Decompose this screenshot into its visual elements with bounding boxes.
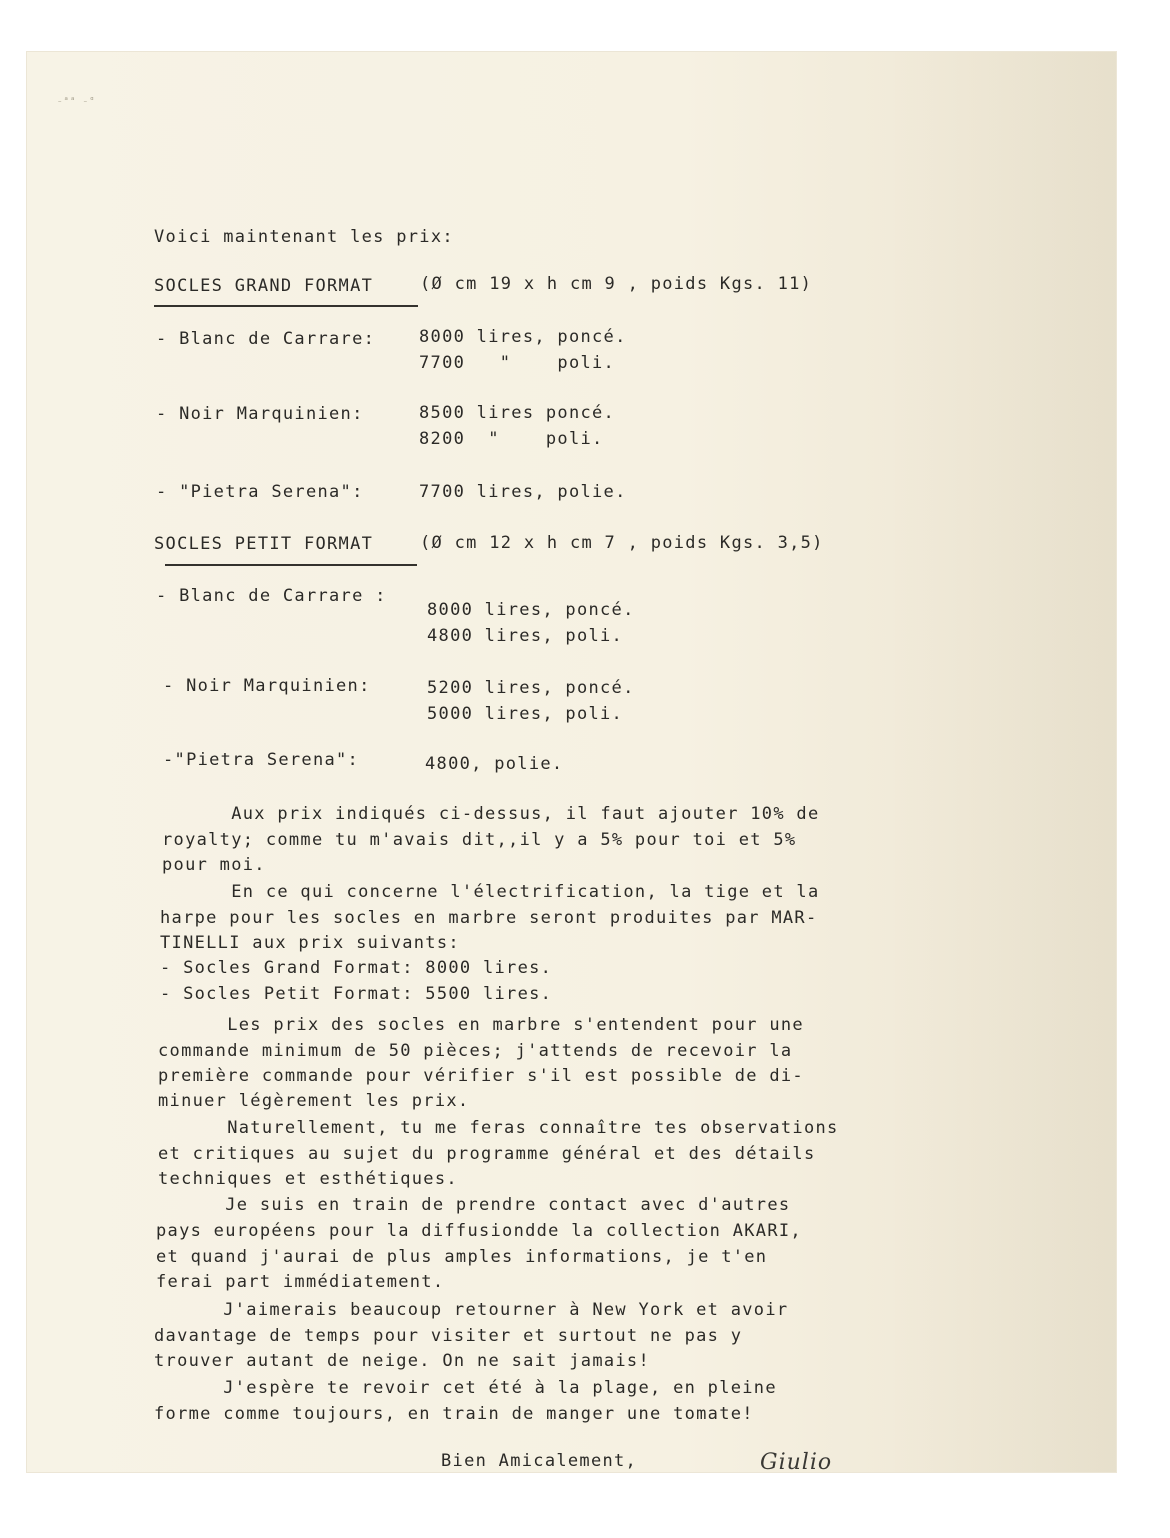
grand-carrare-label: - Blanc de Carrare:	[156, 329, 376, 349]
body-line: harpe pour les socles en marbre seront produites par MAR-	[160, 908, 818, 928]
body-line: et quand j'aurai de plus amples informations, je t'en	[156, 1247, 768, 1267]
petit-carrare-price-2: 4800 lires, poli.	[427, 626, 624, 646]
petit-format-underline	[165, 564, 417, 566]
letter-page	[27, 52, 1116, 1472]
body-line: - Socles Petit Format: 5500 lires.	[160, 984, 553, 1004]
body-line: royalty; comme tu m'avais dit,,il y a 5% pour toi et 5%	[162, 830, 797, 850]
petit-pietra-label: -"Pietra Serena":	[163, 750, 360, 770]
grand-format-underline	[154, 305, 418, 307]
petit-marquinien-price-2: 5000 lires, poli.	[427, 704, 624, 724]
grand-carrare-price-1: 8000 lires, poncé.	[419, 327, 627, 347]
petit-carrare-label: - Blanc de Carrare :	[156, 586, 387, 606]
body-line: Aux prix indiqués ci-dessus, il faut ajouter 10% de	[162, 804, 820, 824]
petit-carrare-price-1: 8000 lires, poncé.	[427, 600, 635, 620]
grand-format-title: SOCLES GRAND FORMAT	[154, 276, 374, 296]
body-line: Naturellement, tu me feras connaître tes observations	[158, 1118, 839, 1138]
grand-pietra-price: 7700 lires, polie.	[419, 482, 627, 502]
petit-format-title: SOCLES PETIT FORMAT	[154, 534, 374, 554]
grand-format-spec: (Ø cm 19 x h cm 9 , poids Kgs. 11)	[420, 274, 813, 294]
handwritten-signature: Giulio	[760, 1450, 833, 1472]
body-line: et critiques au sujet du programme général et des détails	[158, 1144, 816, 1164]
body-line: En ce qui concerne l'électrification, la tige et la	[162, 882, 820, 902]
petit-format-spec: (Ø cm 12 x h cm 7 , poids Kgs. 3,5)	[420, 533, 824, 553]
petit-marquinien-label: - Noir Marquinien:	[163, 676, 371, 696]
grand-marquinien-price-1: 8500 lires poncé.	[419, 403, 616, 423]
body-line: davantage de temps pour visiter et surtout ne pas y	[154, 1326, 743, 1346]
body-line: Les prix des socles en marbre s'entendent pour une	[158, 1015, 804, 1035]
body-line: Je suis en train de prendre contact avec d'autres	[156, 1195, 791, 1215]
body-line: pour moi.	[162, 855, 266, 875]
intro-line: Voici maintenant les prix:	[154, 227, 454, 247]
body-line: trouver autant de neige. On ne sait jamais!	[154, 1351, 650, 1371]
body-line: forme comme toujours, en train de manger une tomate!	[154, 1404, 754, 1424]
body-line: minuer légèrement les prix.	[158, 1091, 470, 1111]
body-line: - Socles Grand Format: 8000 lires.	[160, 958, 553, 978]
body-line: commande minimum de 50 pièces; j'attends de recevoir la	[158, 1041, 793, 1061]
petit-pietra-price: 4800, polie.	[425, 754, 564, 774]
body-line: techniques et esthétiques.	[158, 1169, 458, 1189]
closing-line: Bien Amicalement,	[441, 1451, 638, 1471]
body-line: première commande pour vérifier s'il est possible de di-	[158, 1066, 804, 1086]
body-line: J'aimerais beaucoup retourner à New York et avoir	[154, 1300, 789, 1320]
corner-mark: ₋ᵃᵃ ₋ᵅ	[57, 96, 96, 106]
body-line: ferai part immédiatement.	[156, 1272, 445, 1292]
grand-carrare-price-2: 7700 " poli.	[419, 353, 616, 373]
petit-marquinien-price-1: 5200 lires, poncé.	[427, 678, 635, 698]
grand-marquinien-price-2: 8200 " poli.	[419, 429, 604, 449]
grand-pietra-label: - "Pietra Serena":	[156, 482, 364, 502]
body-line: pays européens pour la diffusiondde la collection AKARI,	[156, 1221, 802, 1241]
body-line: TINELLI aux prix suivants:	[160, 933, 460, 953]
grand-marquinien-label: - Noir Marquinien:	[156, 404, 364, 424]
body-line: J'espère te revoir cet été à la plage, en pleine	[154, 1378, 777, 1398]
